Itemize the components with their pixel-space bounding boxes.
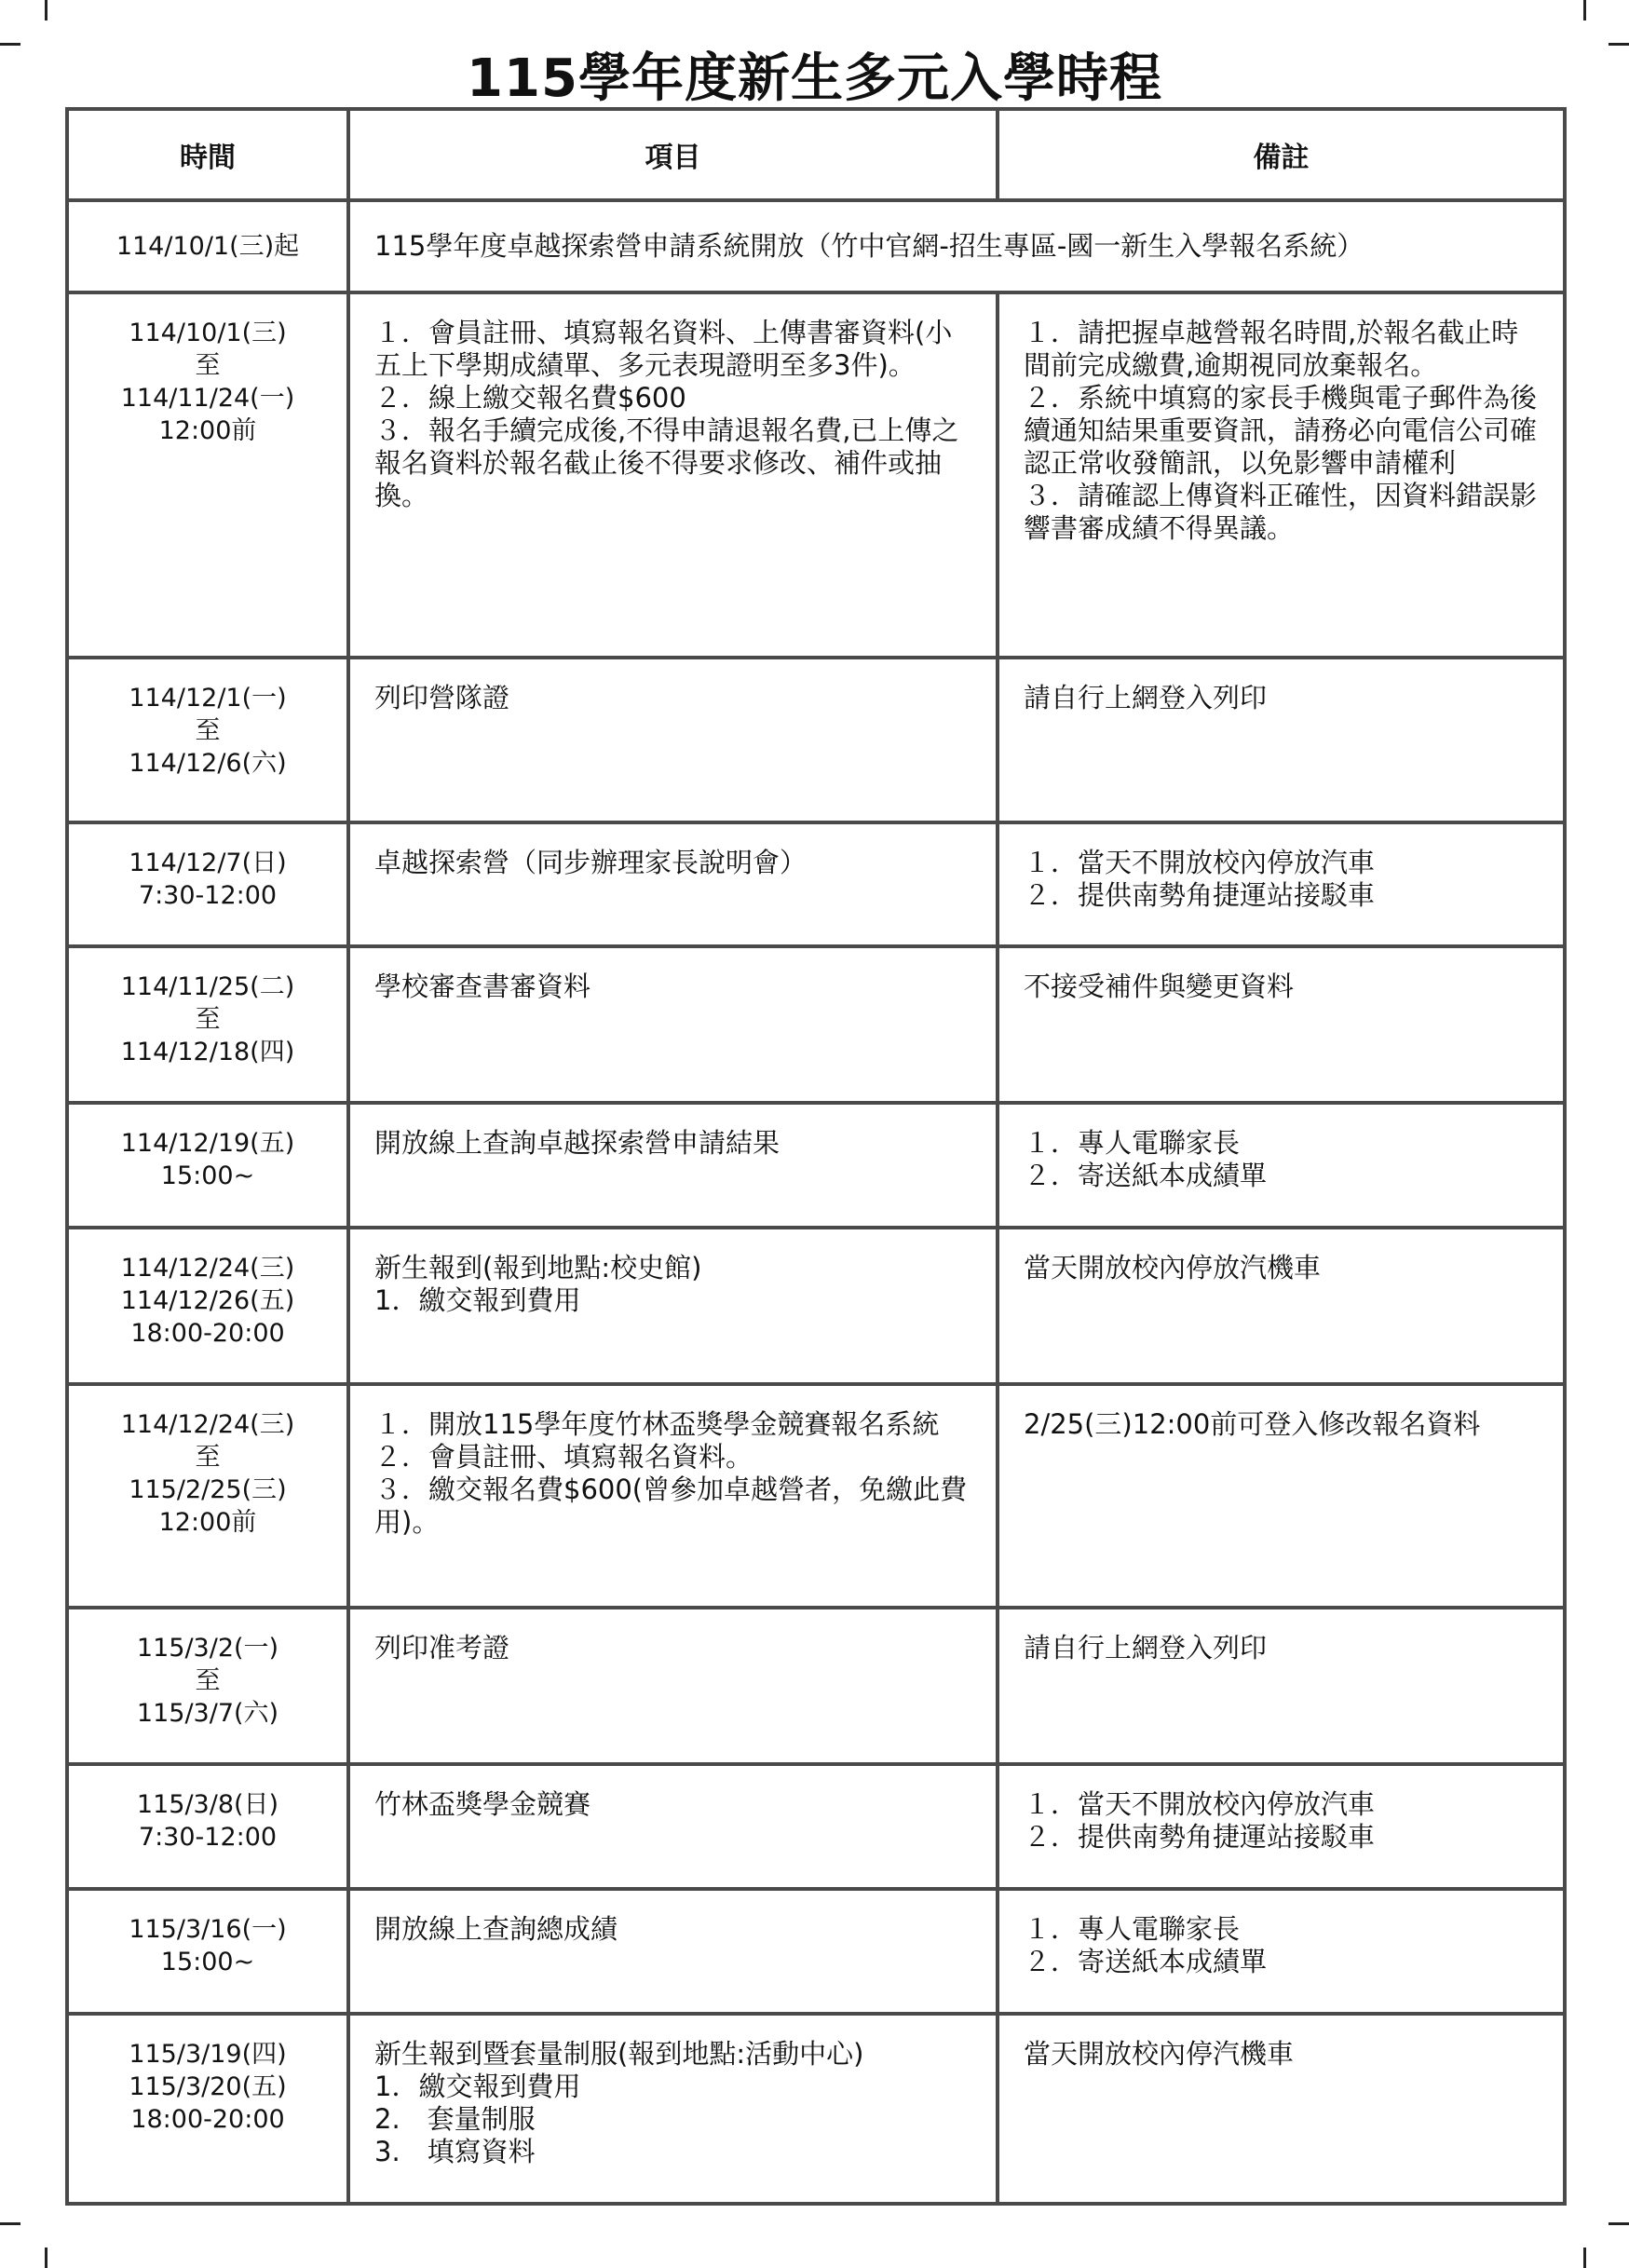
crop-mark [1583,0,1586,20]
time-line: 114/12/1(一) [129,684,287,713]
time-line: 114/12/7(日) [129,849,287,877]
time-cell [67,2014,348,2204]
time-line: 115/3/19(四) [129,2040,287,2069]
note-line: ２．系統中填寫的家長手機與電子郵件為後續通知結果重要資訊，請務必向電信公司確認正常收發簡訊，以免影響申請權利 [1024,382,1538,479]
note-line: ３．請確認上傳資料正確性，因資料錯誤影響書審成績不得異議。 [1024,480,1538,544]
note-line: ２．提供南勢角捷運站接駁車 [1024,1821,1376,1853]
note-cell [998,946,1565,1103]
table-row [67,946,1565,1103]
item-line: ２．會員註冊、填寫報名資料。 [374,1441,753,1473]
item-line: 列印營隊證 [374,682,510,713]
time-line: 至 [195,1005,221,1034]
item-cell [348,1889,998,2014]
note-cell [998,1228,1565,1384]
item-cell [348,2014,998,2204]
time-line: 12:00前 [158,1508,257,1537]
note-line: 請自行上網登入列印 [1024,682,1268,713]
item-line: 開放線上查詢總成績 [374,1913,618,1945]
time-line: 115/3/2(一) [136,1634,279,1663]
time-line: 114/12/19(五) [120,1129,295,1158]
note-cell [998,2014,1565,2204]
item-line: 列印准考證 [374,1632,510,1664]
item-line: 115學年度卓越探索營申請系統開放（竹中官網-招生專區-國一新生入學報名系統） [374,230,1364,262]
item-line: 2. 套量制服 [374,2103,536,2135]
time-cell [67,1608,348,1764]
note-line: １．專人電聯家長 [1024,1127,1241,1159]
item-line: 1．繳交報到費用 [374,1284,581,1316]
time-line: 114/12/24(三) [120,1410,295,1439]
item-cell [348,946,998,1103]
item-line: 3. 填寫資料 [374,2136,536,2167]
schedule-table [65,107,1567,2206]
note-line: 當天開放校內停汽機車 [1024,2038,1295,2070]
time-line: 18:00-20:00 [130,1319,285,1348]
note-line: １．專人電聯家長 [1024,1913,1241,1945]
note-cell [998,822,1565,946]
note-line: 請自行上網登入列印 [1024,1632,1268,1664]
table-header-row [67,109,1565,200]
note-line: １．請把握卓越營報名時間,於報名截止時間前完成繳費,逾期視同放棄報名。 [1024,317,1519,381]
time-line: 115/2/25(三) [129,1475,287,1504]
time-cell [67,1764,348,1889]
table-row [67,1764,1565,1889]
note-line: ２．寄送紙本成績單 [1024,1946,1268,1977]
note-cell [998,658,1565,822]
table-row [67,1889,1565,2014]
time-cell [67,1103,348,1228]
time-line: 至 [195,1443,221,1472]
item-line: 1．繳交報到費用 [374,2071,581,2102]
item-cell [348,1608,998,1764]
note-cell [998,1103,1565,1228]
time-cell [67,946,348,1103]
note-cell [998,292,1565,658]
page-title: 115學年度新生多元入學時程 [467,48,1162,109]
table-row [67,292,1565,658]
table-row [67,1608,1565,1764]
note-line: 不接受補件與變更資料 [1024,971,1295,1002]
note-cell [998,1384,1565,1608]
crop-mark [1609,43,1629,46]
time-line: 至 [195,716,221,745]
item-cell [348,200,1565,292]
time-cell [67,1228,348,1384]
time-line: 114/12/18(四) [120,1038,295,1066]
crop-mark [1583,2248,1586,2268]
time-cell [67,200,348,292]
time-line: 至 [195,1666,221,1695]
table-row [67,200,1565,292]
item-cell [348,1228,998,1384]
item-cell [348,1384,998,1608]
table-row [67,1228,1565,1384]
item-line: 學校審查書審資料 [374,971,591,1002]
item-line: 竹林盃獎學金競賽 [374,1788,591,1820]
time-cell [67,658,348,822]
time-line: 114/11/25(二) [120,972,295,1001]
table-row [67,658,1565,822]
note-line: ２．寄送紙本成績單 [1024,1160,1268,1191]
item-line: 開放線上查詢卓越探索營申請結果 [374,1127,781,1159]
crop-mark [0,2222,20,2225]
item-cell [348,1764,998,1889]
table-row [67,1384,1565,1608]
time-line: 115/3/8(日) [136,1790,279,1819]
item-cell [348,1103,998,1228]
item-cell [348,822,998,946]
time-line: 114/12/24(三) [120,1254,295,1283]
item-line: ３．繳交報名費$600(曾參加卓越營者，免繳此費用)。 [374,1474,968,1538]
time-line: 7:30-12:00 [138,1823,278,1852]
note-cell [998,1764,1565,1889]
time-line: 114/11/24(一) [120,384,295,413]
crop-mark [45,2248,48,2268]
column-header-time: 時間 [67,109,348,200]
note-cell [998,1889,1565,2014]
time-line: 115/3/7(六) [136,1699,279,1728]
time-line: 115/3/16(一) [129,1915,287,1944]
time-line: 115/3/20(五) [129,2072,287,2101]
table-row [67,2014,1565,2204]
time-line: 114/12/26(五) [120,1286,295,1315]
time-line: 至 [195,351,221,380]
crop-mark [45,0,48,20]
item-cell [348,658,998,822]
item-cell [348,292,998,658]
crop-mark [0,43,20,46]
note-line: １．當天不開放校內停放汽車 [1024,1788,1376,1820]
note-line: ２．提供南勢角捷運站接駁車 [1024,879,1376,911]
crop-mark [1609,2222,1629,2225]
time-cell [67,1889,348,2014]
time-line: 15:00~ [160,1948,255,1976]
time-cell [67,292,348,658]
time-line: 114/12/6(六) [129,749,287,778]
item-line: １．開放115學年度竹林盃獎學金競賽報名系統 [374,1408,940,1440]
note-cell [998,1608,1565,1764]
time-cell [67,1384,348,1608]
item-line: １．會員註冊、填寫報名資料、上傳書審資料(小五上下學期成績單、多元表現證明至多3件)。 [374,317,953,381]
time-cell [67,822,348,946]
time-line: 7:30-12:00 [138,881,278,910]
column-header-item: 項目 [348,109,998,200]
item-line: ３．報名手續完成後,不得申請退報名費,已上傳之報名資料於報名截止後不得要求修改、補件或抽換。 [374,414,959,511]
table-row [67,1103,1565,1228]
time-line: 12:00前 [158,416,257,445]
time-line: 114/10/1(三) [129,319,287,347]
note-line: 2/25(三)12:00前可登入修改報名資料 [1024,1408,1481,1440]
item-line: 新生報到(報到地點:校史館) [374,1252,702,1283]
item-line: 新生報到暨套量制服(報到地點:活動中心) [374,2038,864,2070]
column-header-note: 備註 [998,109,1565,200]
note-line: 當天開放校內停放汽機車 [1024,1252,1322,1283]
time-line: 15:00~ [160,1161,255,1190]
time-line: 18:00-20:00 [130,2105,285,2134]
item-line: 卓越探索營（同步辦理家長說明會） [374,847,808,878]
time-line: 114/10/1(三)起 [115,232,300,261]
note-line: １．當天不開放校內停放汽車 [1024,847,1376,878]
item-line: ２．線上繳交報名費$600 [374,382,686,414]
table-row [67,822,1565,946]
